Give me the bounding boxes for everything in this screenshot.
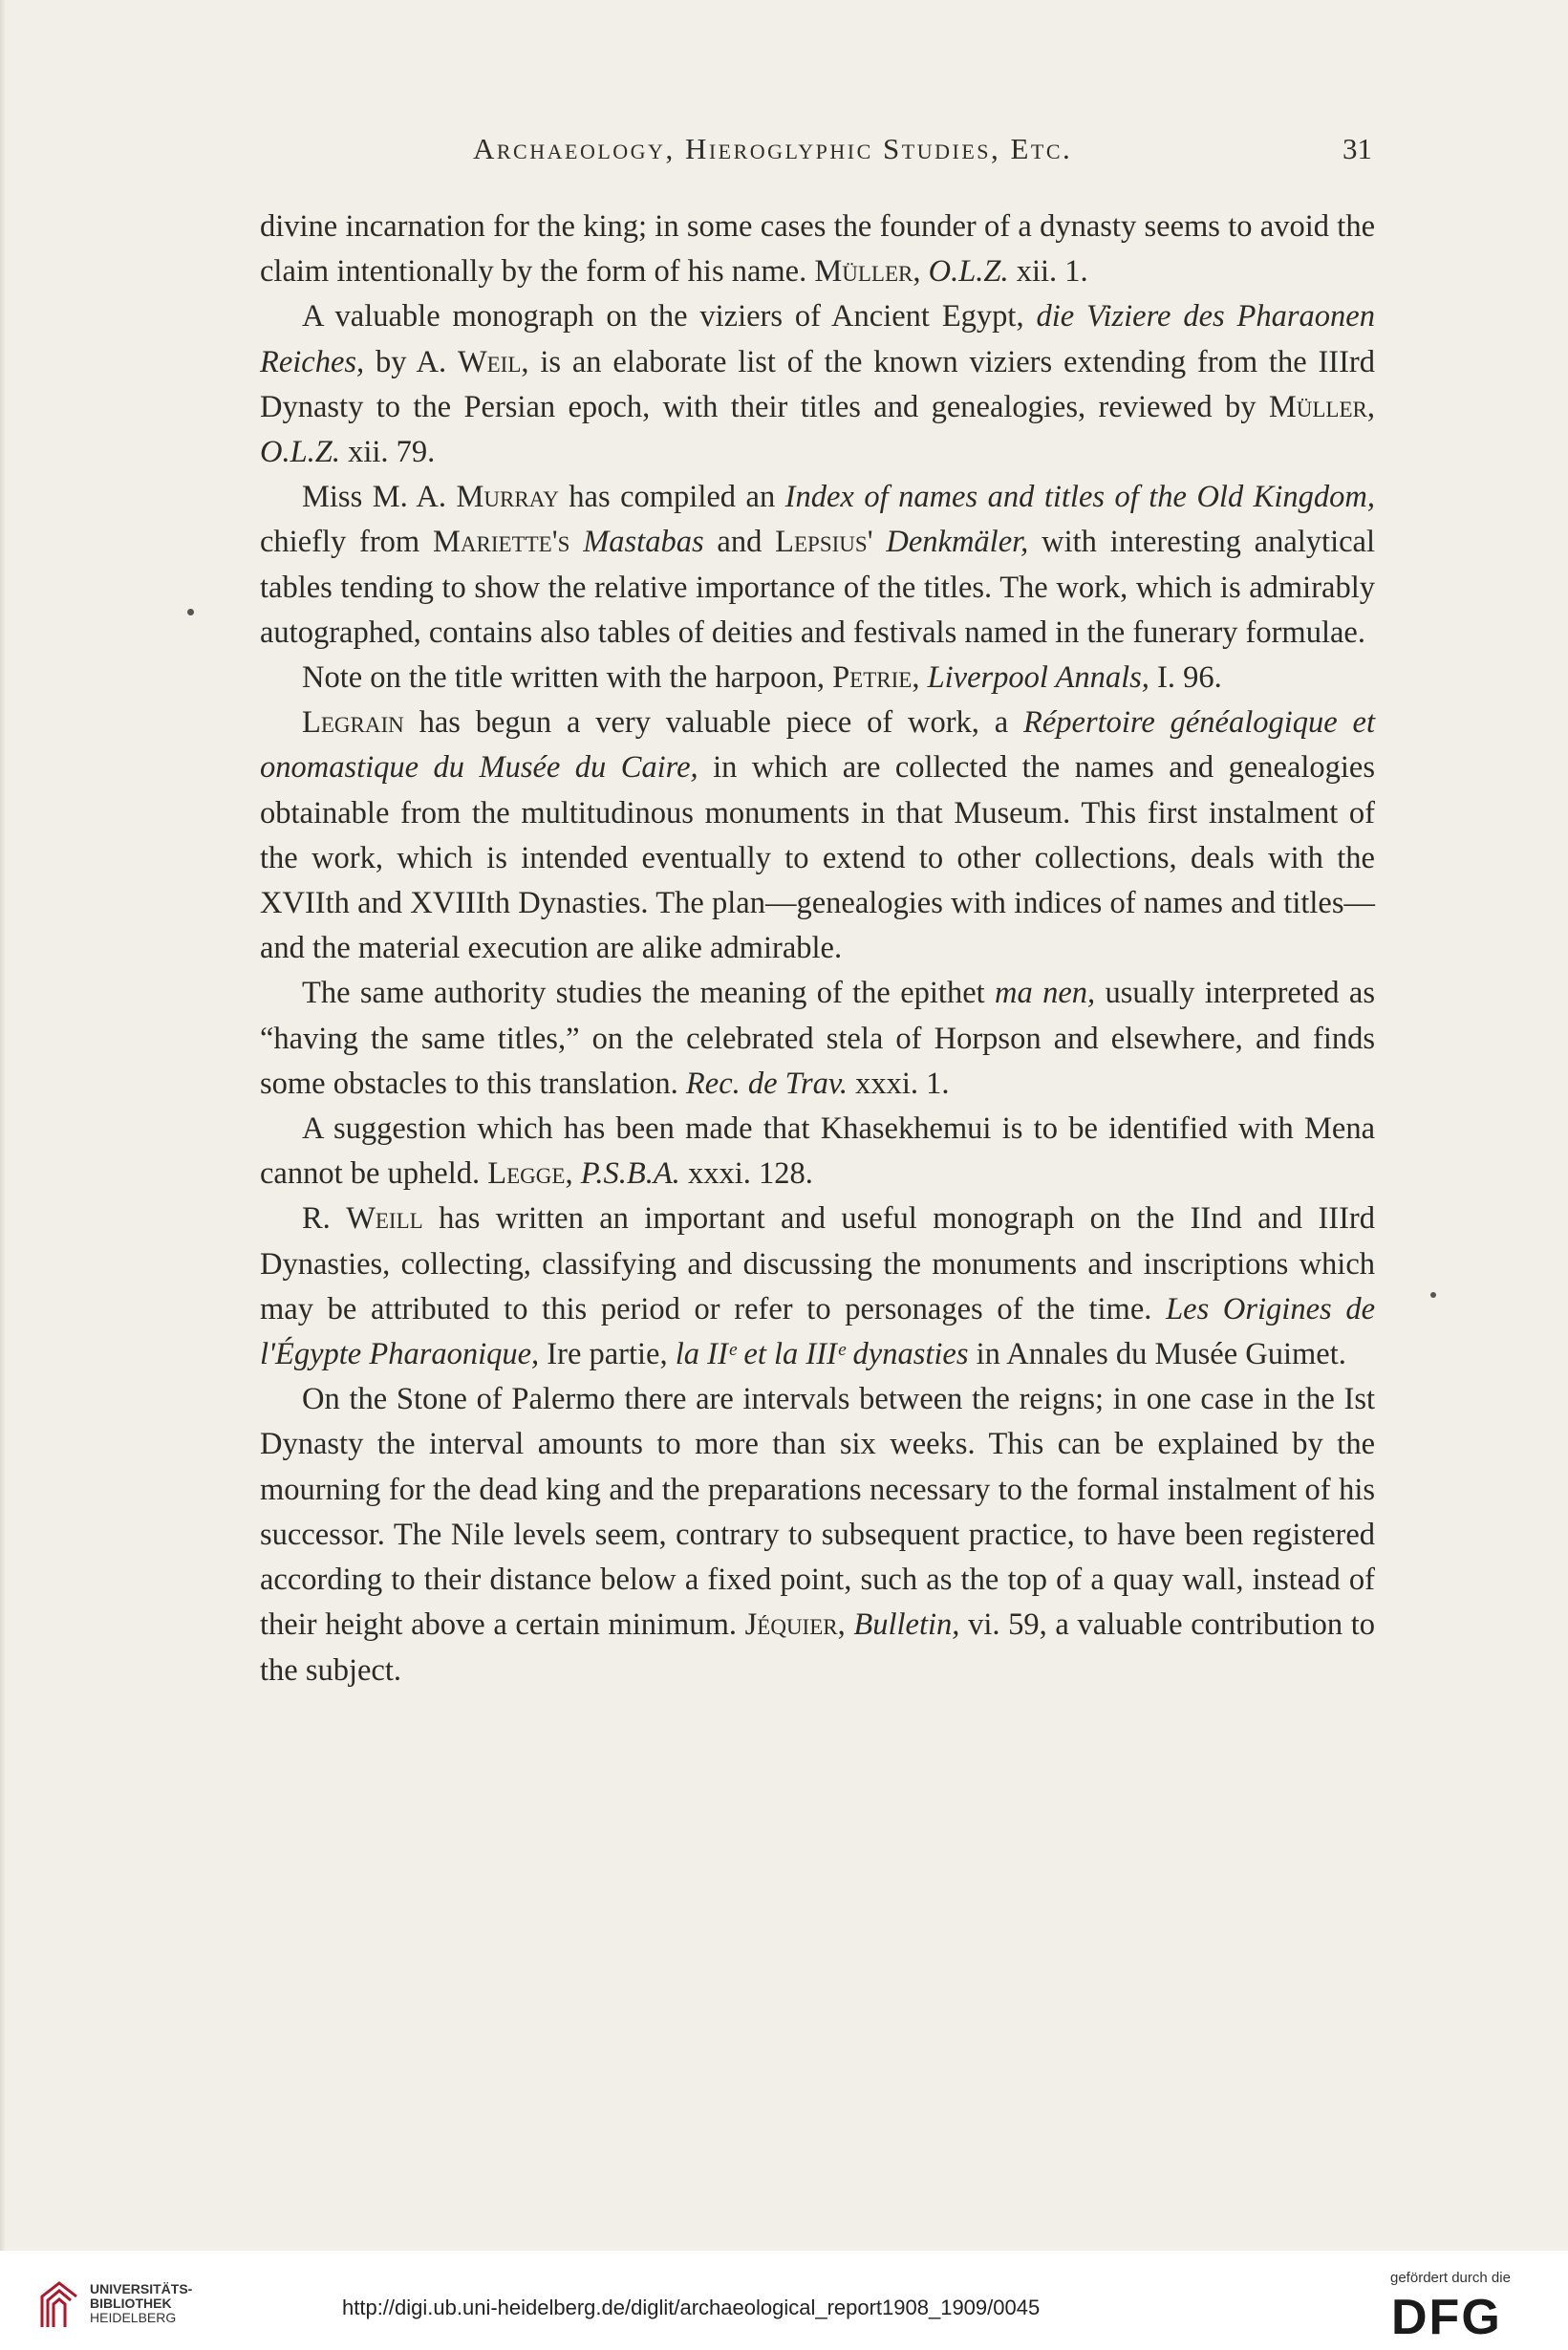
text-run: The same authority studies the meaning of the epithet [302,976,996,1011]
text-run: has begun a very valuable piece of work, a [403,705,1024,741]
journal-title: Bulletin, [853,1607,960,1643]
paragraph-5 [260,701,1375,971]
text-run: xii. 1. [1008,254,1088,290]
paragraph-3 [260,475,1375,656]
journal-title: P.S.B.A. [580,1156,680,1192]
dfg-logo: DFG [1391,2290,1502,2345]
text-run: in Annales du Musée Guimet. [968,1337,1346,1372]
text-run: by A. [364,344,458,379]
paragraph-1 [260,205,1375,294]
author-name: Legge [487,1156,566,1192]
author-name: Weill [346,1201,423,1237]
text-run: Miss M. A. [302,480,457,515]
author-name: Müller [814,254,913,290]
library-name-line: HEIDELBERG [90,2310,177,2325]
library-name-line: BIBLIOTHEK [90,2296,172,2311]
journal-title: Rec. de Trav. [685,1066,848,1101]
text-run: , [837,1607,854,1643]
running-head [0,132,1568,170]
text-run: xii. 79. [340,435,436,470]
paragraph-9 [260,1377,1375,1692]
text-run: with interesting analytical tables tending to show the relative importance of the titles. The work, which is admirably autographed, contains also tables of deities and festivals named in the funerary formulae. [260,525,1376,650]
work-title: die Viziere des Pharaonen Reiches, [260,299,1375,379]
text-run [873,525,887,559]
paragraph-8 [260,1197,1375,1377]
library-name [90,2282,192,2325]
author-name: Murray [456,480,559,515]
viewer-footer [0,2251,1568,2350]
work-title: Index of names and titles of the Old Kingdom, [784,480,1375,515]
text-run: On the Stone of Palermo there are intervals between the reigns; in one case in the Ist Dynasty the interval amounts to more than six weeks. This can be explained by the mourning for the dead king and the preparations necessary to the formal instalment of his successor. The Nile levels seem, contrary to subsequent practice, to have been registered according to their distance below a fixed point, such as the top of a quay wall, instead of their height above a certain minimum. [260,1382,1375,1643]
work-title: Les Origines de l'Égypte Pharaonique, [260,1291,1376,1372]
paragraph-4 [260,656,1375,701]
paragraph-7 [260,1107,1375,1197]
text-run: chiefly from [260,525,434,560]
scan-speck [187,609,194,615]
paragraph-2 [260,294,1375,475]
text-run: has written an important and useful monograph on the IInd and IIIrd Dynasties, collecting, classifying and discussing the monuments and inscriptions which may be attributed to this period or refer to personages of the time. [260,1201,1375,1326]
library-logo-icon [36,2279,82,2329]
text-run: Note on the title written with the harpoon, [302,660,833,696]
text-run: vi. 59, a valuable contribution to the subject. [260,1607,1376,1688]
text-run: A suggestion which has been made that Khasekhemui is to be identified with Mena cannot be upheld. [260,1111,1375,1192]
author-name: Lepsius' [775,525,873,560]
journal-title: O.L.Z. [260,435,340,470]
text-run: I. 96. [1149,660,1222,696]
work-title: Mastabas [583,525,704,560]
text-run: , [1366,389,1375,424]
text-run: , is an elaborate list of the known viziers extending from the IIIrd Dynasty to the Persian epoch, with their titles and genealogies, reviewed by [260,344,1375,424]
author-name: Weil [457,344,522,379]
page-number: 31 [1342,132,1372,165]
text-run: xxxi. 1. [848,1066,950,1101]
text-run [569,525,583,559]
work-title: la IIᵉ et la IIIᵉ dynasties [675,1337,969,1372]
egyptian-term: ma nen, [995,976,1096,1011]
page-edge-shadow [0,0,6,2251]
author-name: Legrain [302,705,404,741]
text-run: , [912,660,928,696]
text-run: has compiled an [558,480,785,515]
text-run: A valuable monograph on the viziers of Ancient Egypt, [302,299,1037,334]
text-run: xxxi. 128. [679,1156,813,1192]
running-head-title: Archaeology, Hieroglyphic Studies, Etc. [473,132,1073,165]
scan-speck [1430,1292,1436,1298]
text-run: , [565,1156,581,1192]
funding-caption: gefördert durch die [1390,2270,1511,2286]
paragraph-6 [260,971,1375,1107]
library-name-line: UNIVERSITÄTS- [90,2281,193,2296]
work-title: Répertoire généalogique et onomastique du Musée du Caire, [260,705,1375,786]
text-run: Ire partie, [539,1337,676,1372]
journal-title: Liverpool Annals, [927,660,1149,696]
author-name: Mariette's [433,525,570,560]
journal-title: O.L.Z. [928,254,1009,290]
text-run: divine incarnation for the king; in some cases the founder of a dynasty seems to avoid the claim intentionally by the form of his name. [260,209,1375,290]
work-title: Denkmäler, [886,525,1029,560]
author-name: Petrie [832,660,913,696]
body-text [260,205,1375,1693]
text-run: , [913,254,929,290]
author-name: Jéquier [744,1607,838,1643]
text-run: R. [302,1201,347,1237]
text-run: in which are collected the names and genealogies obtainable from the multitudinous monuments in that Museum. This first instalment of the work, which is intended eventually to extend to other collections, deals with the XVIIth and XVIIIth Dynasties. The plan—genealogies with indices of names and titles—and the material execution are alike admirable. [260,750,1375,966]
author-name: Müller [1268,389,1367,424]
text-run: and [703,525,776,560]
text-run: usually interpreted as “having the same titles,” on the celebrated stela of Horpson and elsewhere, and finds some obstacles to this translation. [260,976,1375,1101]
permalink-url[interactable]: http://digi.ub.uni-heidelberg.de/diglit/archaeological_report1908_1909/0045 [342,2296,1041,2319]
